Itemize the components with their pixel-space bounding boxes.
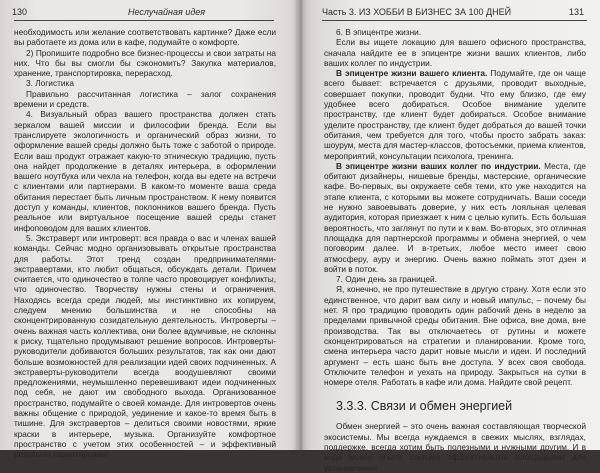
paragraph-text: Подумайте, где он чаще всего бывает: встречается с друзьями, проводит выходные, совершает покупки, проводит будни. Что ему близко, где ему удобнее всего добираться. Особое внимание уделите пространству, где клиент будет добираться. Особое внимание уделите пространству, где клиент будет добраться до вашей точки обитания, чем требуется для того, чтобы просто забрать заказ: шоурум, места для мастер-классов, фотосъемки, приема клиентов, мероприятий, консультации психолога, тренинга. (324, 68, 586, 161)
left-page (0, 0, 298, 460)
page-number: 131 (569, 7, 585, 17)
header-rule (14, 20, 274, 21)
paragraph: 6. В эпицентре жизни. (336, 27, 422, 37)
paragraph (324, 161, 586, 274)
paragraph (324, 68, 586, 161)
paragraph: 3. Логистика (26, 78, 74, 89)
paragraph-text: Места, где обитают дизайнеры, нишевые бренды, мастерские, органические кафе. Во-первых, вы окружаете себя теми, кто уже находится на этапе клиента, с которыми вы можете сотрудничать. Ваши соседи не нужно завоевывать доверие, у них есть лояльная целевая аудитория, которая приезжает к ним с целью купить. Есть большая вероятность, что заглянут по пути и к вам. Во-вторых, это отличная площадка для партнерской программы и обмена энергией, о чем поговорим далее. И в-третьих, любое место имеет свою атмосферу, ауру и энергию. Очень важно поймать этот дзен и войти в поток. (324, 160, 586, 274)
paragraph: 5. Экстраверт или интроверт: вся правда о вас и членах вашей команды. Сейчас модно организовывать открытые пространства для работы. Этот тренд создан предпринимателями-экстравертами, кто любит общаться, обсуждать детали. Причем считается, что одиночество в толпе часто провоцирует конфликты, что одиночество. Творчеству нужны стены и ограничения. Находясь всегда среди людей, мы инстинктивно их копируем, следуем мнению большинства и не способны на сконцентрированную созидательную деятельность. Интроверты – очень важная часть коллектива, они более вдумчивые, не склонны к риску, тщательно продумывают решение вопросов. Интроверты-руководители добиваются больших результатов, так как они дают больше возможностей для реализации идей своих подчиненных. А экстраверты-руководители всегда воодушевляют своими предложениями, неумышленно перевешивают идеи подчиненных под себя, не дают им свободного выхода. Организованное пространство, подумайте о своей команде. Для интровертов очень важны общение с природой, уединение и какое-то время быть в тишине. Для экстравертов – делиться своими новостями, яркие краски в интерьере, музыка. Организуйте комфортное пространство с учетом этих особенностей – и эффективный результат гарантирован! (14, 232, 276, 460)
paragraph-lead: В эпицентре жизни ваших коллег по индустрии. (336, 160, 541, 171)
running-title: Неслучайная идея (128, 7, 206, 17)
section-heading: 3.3.3. Связи и обмен энергией (336, 399, 513, 414)
book-gutter (290, 0, 312, 450)
paragraph: 7. Один день за границей. (336, 274, 437, 285)
paragraph: Если вы ищете локацию для вашего офисного пространства, сначала найдите ее в эпицентре жизни ваших клиентов, либо ваших коллег по индустрии. (324, 37, 586, 68)
paragraph: необходимость или желание соответствовать картинке? Даже если вы работаете из дома или в кафе, подумайте о комфорте. (14, 27, 276, 48)
paragraph: 4. Визуальный образ вашего пространства должен стать зеркалом вашей миссии и философии бренда. Если вы транслируете экологичность и органический образ жизни, то оформление вашей среды должно быть тоже с заботой о природе. Если ваш продукт отражает какую-то этническую традицию, пусть она найдет продолжение в деталях интерьера, в оформлении вашего ноутбука или чехла на телефон, когда вы едете на встречи с клиентами или партнерами. В каком-то моменте ваша среда обитания перестает быть личным пространством. К нему появится доступ у команды, клиентов, поклонников вашего бренда. Пусть реальное или виртуальное посещение вашей среды станет инфоповодом для ваших клиентов. (14, 109, 276, 233)
running-title: Часть 3. ИЗ ХОББИ В БИЗНЕС ЗА 100 ДНЕЙ (322, 7, 512, 17)
paragraph-lead: В эпицентре жизни вашего клиента. (336, 68, 488, 79)
paragraph: Правильно рассчитанная логистика – залог сохранения времени и средств. (14, 88, 276, 110)
page-body (14, 27, 276, 459)
paragraph: Обмен энергией – это очень важная составляющая творческой экосистемы. Мы всегда нуждаемся в свежих мыслях, взглядах, поддержке, всегда хотим быть полезными и нужными другим. И в ходе моего опыта самыми эффективными площадками для установления (324, 421, 586, 473)
page-number: 130 (12, 7, 28, 17)
paragraph: Я, конечно, не про путешествие в другую страну. Хотя если это единственное, что дарит вам силу и новый импульс, – почему бы нет. Я про традицию проводить один рабочий день в неделю за пределами привычной среды обитания. Вне офиса, вне дома, вне производства. Так вы отключаетесь от рутины и можете сконцентрироваться на стратегии и планировании. Кроме того, смена интерьера часто дарит новые мысли и идеи. И последний аргумент – есть шанс быть вне доступа. У всех своя свобода. Отключите телефон и уехать на природу. Закрыться на сутки в номере отеля. Работать в кафе или дома. Найдите свой рецепт. (324, 284, 586, 388)
page-body (324, 27, 586, 473)
paragraph: 2) Пропишите подробно все бизнес-процессы и свои затраты на них. Что бы вы смогли бы сэкономить? Закупка материалов, хранение, транспортировка, перерасход. (14, 47, 276, 79)
right-page (302, 0, 600, 473)
header-rule (322, 20, 587, 21)
